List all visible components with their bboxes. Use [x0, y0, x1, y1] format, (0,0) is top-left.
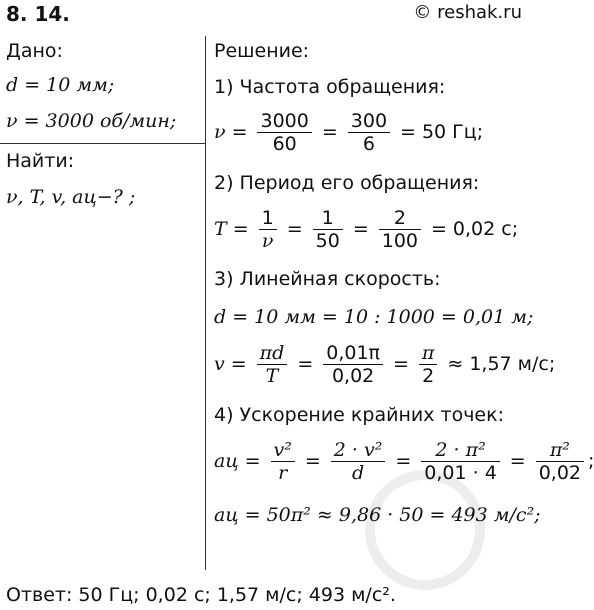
f4-num1: πd: [259, 341, 285, 364]
f2-den3: 100: [381, 229, 418, 252]
f2-lhs: T: [214, 218, 227, 240]
problem-number: 8. 14.: [6, 2, 70, 26]
f1-result: 50 Гц;: [421, 121, 484, 143]
formula-diameter: d = 10 мм = 10 : 1000 = 0,01 м;: [214, 306, 534, 328]
step2-label: 2) Период его обращения:: [214, 172, 480, 194]
formula-velocity: v = $\frac{\pi d}{T}$ = $\frac{0,01\pi}{0,02}$ = $\frac{\pi}{2}$ ≈ 1,57 м/с;: [214, 341, 556, 387]
f5-num4: π²: [549, 438, 570, 461]
formula-acceleration: aц = $\frac{\text{v²}}{r}$ = $\frac{\text{2 · v²}}{d}$ = $\frac{\text{2 · π²}}{0,01 \cdot 4}$ = $\frac{\text{π²}}{0,02}$ ;: [214, 438, 594, 484]
f4-den3: 2: [422, 364, 435, 387]
f4-result: 1,57 м/с;: [469, 353, 556, 375]
f5-num2: 2 · v²: [333, 438, 383, 461]
f2-num2: 1: [321, 206, 334, 229]
f4-lhs: v: [214, 353, 225, 375]
formula-frequency: ν = $\frac{3000}{60}$ = $\frac{300}{6}$ = 50 Гц;: [214, 109, 484, 155]
f2-num3: 2: [393, 206, 406, 229]
f1-den1: 60: [272, 132, 297, 155]
find-line: ν, T, v, aц−? ;: [6, 186, 136, 208]
vertical-divider: [205, 36, 206, 570]
answer-line: Ответ: 50 Гц; 0,02 с; 1,57 м/с; 493 м/с².: [6, 584, 396, 606]
f1-num2: 300: [350, 109, 388, 132]
f2-den1: ν: [261, 229, 274, 252]
watermark-circle-icon: [365, 470, 485, 590]
f5-num1: v²: [273, 438, 292, 461]
f4-den1: T: [265, 364, 279, 387]
f5-den3: 0,01 · 4: [424, 461, 497, 484]
solution-title: Решение:: [214, 40, 310, 62]
f1-den2: 6: [362, 132, 375, 155]
step3-label: 3) Линейная скорость:: [214, 268, 441, 290]
site-watermark: © reshak.ru: [413, 2, 522, 23]
formula-period: T = $\frac{1}{\nu}$ = $\frac{1}{50}$ = $\frac{2}{100}$ = 0,02 с;: [214, 206, 519, 252]
f1-lhs: ν: [214, 121, 226, 143]
f5-den2: d: [351, 461, 365, 484]
f5-num3: 2 · π²: [435, 438, 486, 461]
step4-label: 4) Ускорение крайних точек:: [214, 404, 504, 426]
given-nu: ν = 3000 об/мин;: [6, 110, 177, 132]
f5-den1: r: [278, 461, 288, 484]
horizontal-divider: [0, 143, 205, 144]
f5-den4: 0,02: [538, 461, 582, 484]
f4-den2: 0,02: [331, 364, 375, 387]
given-title: Дано:: [6, 40, 63, 62]
f2-result: 0,02 с;: [452, 218, 519, 240]
formula-acceleration-value: aц = 50π² ≈ 9,86 · 50 = 493 м/с²;: [214, 504, 541, 526]
given-d: d = 10 мм;: [6, 74, 115, 96]
f1-num1: 3000: [260, 109, 309, 132]
f5-lhs: aц: [214, 450, 239, 472]
step1-label: 1) Частота обращения:: [214, 76, 446, 98]
find-title: Найти:: [6, 150, 75, 172]
f4-num2: 0,01π: [326, 341, 380, 364]
f2-num1: 1: [261, 206, 274, 229]
f4-num3: π: [421, 341, 435, 364]
f2-den2: 50: [315, 229, 340, 252]
